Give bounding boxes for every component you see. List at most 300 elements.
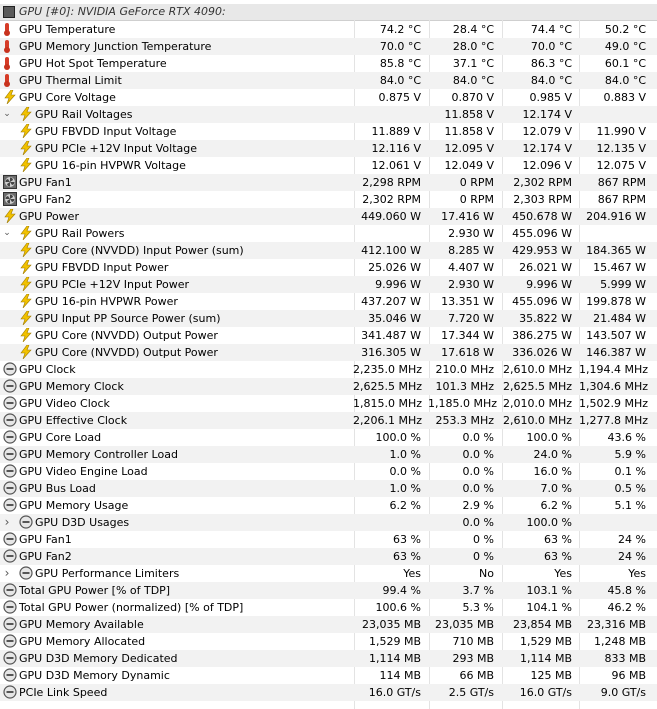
sensor-row[interactable] [0, 174, 657, 191]
sensor-row[interactable] [0, 667, 657, 684]
sensor-name-cell [0, 174, 353, 191]
sensor-name-cell [0, 72, 353, 89]
sensor-name-cell [0, 412, 353, 429]
sensor-label: GPU Thermal Limit [19, 74, 122, 87]
maximum-value: 16.0 % [533, 465, 572, 478]
sensor-row[interactable] [0, 616, 657, 633]
sensor-name-cell [0, 446, 353, 463]
current-value: 1.0 % [389, 448, 421, 461]
average-value: 867 RPM [597, 193, 646, 206]
current-value [353, 225, 421, 242]
minimum-value: 0 RPM [459, 176, 494, 189]
clock-icon [3, 549, 17, 563]
maximum-value: 455.096 W [512, 227, 572, 240]
minimum-value: 101.3 MHz [435, 380, 494, 393]
sensor-row[interactable] [0, 140, 657, 157]
clock-icon [3, 396, 17, 410]
maximum-value: 70.0 °C [530, 40, 572, 53]
maximum-value: 74.4 °C [530, 23, 572, 36]
minimum-value: 12.049 V [444, 159, 494, 172]
clock-icon [3, 464, 17, 478]
sensor-label: GPU Memory Clock [19, 380, 124, 393]
sensor-label: GPU Rail Voltages [35, 108, 133, 121]
sensor-label: GPU Core (NVVDD) Output Power [35, 346, 218, 359]
maximum-value: 1,114 MB [519, 652, 572, 665]
sensor-label: GPU Effective Clock [19, 414, 128, 427]
average-value: 5.999 W [600, 278, 646, 291]
minimum-value: 7.720 W [448, 312, 494, 325]
sensor-name-cell [0, 191, 353, 208]
current-value: 0.875 V [378, 91, 421, 104]
sensor-name-cell [0, 293, 353, 310]
minimum-value: 0 % [473, 533, 494, 546]
sensor-name-cell [0, 259, 353, 276]
minimum-value: 3.7 % [462, 584, 494, 597]
clock-icon [3, 600, 17, 614]
current-value: 84.0 °C [379, 74, 421, 87]
minimum-value: 17.344 W [441, 329, 494, 342]
sensor-row[interactable] [0, 429, 657, 446]
sensor-label: GPU Core (NVVDD) Input Power (sum) [35, 244, 244, 257]
clock-icon [3, 498, 17, 512]
maximum-value: 12.174 V [522, 142, 572, 155]
sensor-label: GPU Core (NVVDD) Output Power [35, 329, 218, 342]
average-value: 0.1 % [614, 465, 646, 478]
sensor-name-cell [0, 55, 353, 72]
clock-icon [3, 583, 17, 597]
sensor-label: GPU Performance Limiters [35, 567, 180, 580]
minimum-value: No [479, 567, 494, 580]
current-value: 341.487 W [361, 329, 421, 342]
sensor-row[interactable] [0, 310, 657, 327]
current-value: 449.060 W [361, 210, 421, 223]
clock-icon [3, 532, 17, 546]
current-value: 35.046 W [368, 312, 421, 325]
lightning-bolt-icon [19, 158, 33, 172]
average-value: Yes [628, 567, 646, 580]
average-value: 23,316 MB [586, 618, 646, 631]
maximum-value: 429.953 W [512, 244, 572, 257]
current-value: 11.889 V [371, 125, 421, 138]
minimum-value: 5.3 % [462, 601, 494, 614]
maximum-value: 2,610.0 MHz [502, 414, 572, 427]
minimum-value: 710 MB [452, 635, 494, 648]
sensor-label: GPU Clock [19, 363, 76, 376]
minimum-value: 0.0 % [462, 431, 494, 444]
sensor-name-cell [0, 327, 353, 344]
current-value [353, 106, 421, 123]
minimum-value: 12.095 V [444, 142, 494, 155]
maximum-value: 1,529 MB [519, 635, 572, 648]
sensor-name-cell [0, 480, 353, 497]
minimum-value: 2.9 % [462, 499, 494, 512]
average-value: 24 % [618, 533, 646, 546]
sensor-row[interactable] [0, 21, 657, 38]
maximum-value: 84.0 °C [530, 74, 572, 87]
maximum-value: 7.0 % [540, 482, 572, 495]
expand-toggle-icon[interactable]: ⌄ [3, 109, 11, 119]
sensor-row[interactable] [0, 446, 657, 463]
clock-icon [3, 651, 17, 665]
maximum-value: 63 % [544, 550, 572, 563]
sensor-row[interactable] [0, 157, 657, 174]
maximum-value: 2,625.5 MHz [502, 380, 572, 393]
sensor-row[interactable] [0, 480, 657, 497]
sensor-name-cell [0, 21, 353, 38]
average-value: 0.883 V [603, 91, 646, 104]
sensor-name-cell [0, 123, 353, 140]
group-title: GPU [#0]: NVIDIA GeForce RTX 4090: [19, 5, 226, 18]
current-value: 12.116 V [371, 142, 421, 155]
current-value: 2,302 RPM [362, 193, 421, 206]
sensor-row[interactable] [0, 293, 657, 310]
fan-icon [3, 175, 17, 189]
sensor-row[interactable] [0, 191, 657, 208]
lightning-bolt-icon [19, 328, 33, 342]
sensor-row[interactable] [0, 361, 657, 378]
maximum-value: 2,303 RPM [513, 193, 572, 206]
current-value: 63 % [393, 550, 421, 563]
current-value [353, 514, 421, 531]
minimum-value: 0 % [473, 550, 494, 563]
average-value: 184.365 W [586, 244, 646, 257]
sensor-row[interactable] [0, 565, 657, 582]
sensor-row[interactable] [0, 599, 657, 616]
average-value: 0.5 % [614, 482, 646, 495]
minimum-value: 8.285 W [448, 244, 494, 257]
sensor-label: GPU Input PP Source Power (sum) [35, 312, 221, 325]
sensor-name-cell [0, 89, 353, 106]
maximum-value: 125 MB [530, 669, 572, 682]
current-value: 1,529 MB [368, 635, 421, 648]
sensor-row[interactable] [0, 208, 657, 225]
average-value: 49.0 °C [604, 40, 646, 53]
current-value: 70.0 °C [379, 40, 421, 53]
sensor-row[interactable] [0, 123, 657, 140]
current-value: 100.6 % [375, 601, 421, 614]
maximum-value: 450.678 W [512, 210, 572, 223]
sensor-name-cell [0, 276, 353, 293]
current-value: 2,206.1 MHz [353, 414, 423, 427]
lightning-bolt-icon [19, 260, 33, 274]
sensor-name-cell [0, 208, 353, 225]
sensor-label: GPU Rail Powers [35, 227, 125, 240]
sensor-label: GPU D3D Memory Dynamic [19, 669, 170, 682]
maximum-value: 455.096 W [512, 295, 572, 308]
lightning-bolt-icon [19, 124, 33, 138]
sensor-name-cell [0, 531, 353, 548]
average-value: 12.075 V [596, 159, 646, 172]
sensor-name-cell [0, 395, 353, 412]
maximum-value: 104.1 % [526, 601, 572, 614]
lightning-bolt-icon [19, 277, 33, 291]
sensor-name-cell [0, 361, 353, 378]
sensor-label: GPU Fan1 [19, 176, 72, 189]
current-value: 2,235.0 MHz [353, 363, 423, 376]
clock-icon [19, 515, 33, 529]
sensor-row[interactable] [0, 72, 657, 89]
maximum-value: 86.3 °C [530, 57, 572, 70]
average-value [579, 514, 646, 531]
clock-icon [3, 685, 17, 699]
sensor-label: GPU Video Engine Load [19, 465, 148, 478]
sensor-label: GPU Memory Available [19, 618, 144, 631]
sensor-label: GPU Core Voltage [19, 91, 116, 104]
minimum-value: 11.858 V [444, 108, 494, 121]
clock-icon [3, 362, 17, 376]
average-value: 45.8 % [607, 584, 646, 597]
current-value: 12.061 V [371, 159, 421, 172]
sensor-label: GPU 16-pin HVPWR Voltage [35, 159, 186, 172]
average-value: 867 RPM [597, 176, 646, 189]
current-value: 0.0 % [389, 465, 421, 478]
current-value: Yes [403, 567, 421, 580]
sensor-row[interactable] [0, 242, 657, 259]
sensor-label: GPU Video Clock [19, 397, 110, 410]
sensor-label: GPU Fan1 [19, 533, 72, 546]
current-value: 100.0 % [375, 431, 421, 444]
minimum-value: 66 MB [459, 669, 494, 682]
current-value: 1,815.0 MHz [353, 397, 423, 410]
minimum-value: 37.1 °C [452, 57, 494, 70]
sensor-label: Total GPU Power [% of TDP] [19, 584, 171, 597]
current-value: 9.996 W [375, 278, 421, 291]
average-value: 1,194.4 MHz [579, 363, 649, 376]
maximum-value: 63 % [544, 533, 572, 546]
current-value: 85.8 °C [379, 57, 421, 70]
sensor-label: GPU Temperature [19, 23, 116, 36]
sensor-row[interactable] [0, 463, 657, 480]
current-value: 99.4 % [382, 584, 421, 597]
sensor-row[interactable] [0, 378, 657, 395]
minimum-value: 84.0 °C [452, 74, 494, 87]
sensor-label: GPU D3D Memory Dedicated [19, 652, 178, 665]
sensor-name-cell [0, 378, 353, 395]
average-value: 5.9 % [614, 448, 646, 461]
sensor-row[interactable] [0, 327, 657, 344]
minimum-value: 13.351 W [441, 295, 494, 308]
clock-icon [3, 634, 17, 648]
thermometer-icon [4, 73, 10, 87]
lightning-bolt-icon [19, 345, 33, 359]
collapse-toggle-icon[interactable]: › [4, 566, 10, 580]
minimum-value: 2.930 W [448, 278, 494, 291]
sensor-label: GPU PCIe +12V Input Voltage [35, 142, 198, 155]
minimum-value: 2.5 GT/s [448, 686, 494, 699]
sensor-name-cell [0, 242, 353, 259]
group-header[interactable] [0, 4, 657, 21]
sensor-name-cell [0, 684, 353, 701]
sensor-name-cell [0, 157, 353, 174]
sensor-label: GPU D3D Usages [35, 516, 130, 529]
thermometer-icon [4, 56, 10, 70]
clock-icon [3, 481, 17, 495]
average-value: 5.1 % [614, 499, 646, 512]
maximum-value: 103.1 % [526, 584, 572, 597]
maximum-value: 2,610.0 MHz [502, 363, 572, 376]
average-value: 96 MB [611, 669, 646, 682]
sensor-label: GPU PCIe +12V Input Power [35, 278, 189, 291]
average-value: 50.2 °C [604, 23, 646, 36]
sensor-row[interactable] [0, 497, 657, 514]
sensor-name-cell [0, 514, 353, 531]
average-value: 46.2 % [607, 601, 646, 614]
sensor-row[interactable] [0, 582, 657, 599]
average-value [579, 225, 646, 242]
sensor-row[interactable] [0, 548, 657, 565]
clock-icon [19, 566, 33, 580]
current-value: 1,114 MB [368, 652, 421, 665]
current-value: 2,298 RPM [362, 176, 421, 189]
average-value: 60.1 °C [604, 57, 646, 70]
current-value: 63 % [393, 533, 421, 546]
sensor-label: GPU Memory Controller Load [19, 448, 178, 461]
minimum-value: 2.930 W [448, 227, 494, 240]
minimum-value: 0.0 % [462, 465, 494, 478]
clock-icon [3, 668, 17, 682]
sensor-label: GPU Fan2 [19, 550, 72, 563]
lightning-bolt-icon [19, 243, 33, 257]
maximum-value: 0.985 V [529, 91, 572, 104]
lightning-bolt-icon [19, 294, 33, 308]
sensor-name-cell [0, 599, 353, 616]
sensor-name-cell [0, 497, 353, 514]
clock-icon [3, 413, 17, 427]
sensor-row[interactable] [0, 259, 657, 276]
minimum-value: 11.858 V [444, 125, 494, 138]
average-value: 1,248 MB [593, 635, 646, 648]
average-value: 15.467 W [593, 261, 646, 274]
minimum-value: 1,185.0 MHz [428, 397, 498, 410]
sensor-row[interactable] [0, 531, 657, 548]
average-value: 1,277.8 MHz [579, 414, 649, 427]
minimum-value: 293 MB [452, 652, 494, 665]
current-value: 316.305 W [361, 346, 421, 359]
sensor-name-cell [0, 463, 353, 480]
sensor-label: GPU Memory Junction Temperature [19, 40, 212, 53]
maximum-value: 24.0 % [533, 448, 572, 461]
maximum-value: Yes [554, 567, 572, 580]
minimum-value: 28.4 °C [452, 23, 494, 36]
maximum-value: 12.096 V [522, 159, 572, 172]
maximum-value: 35.822 W [519, 312, 572, 325]
lightning-bolt-icon [19, 311, 33, 325]
current-value: 412.100 W [361, 244, 421, 257]
sensor-row[interactable] [0, 412, 657, 429]
sensor-name-cell [0, 310, 353, 327]
clock-icon [3, 430, 17, 444]
maximum-value: 336.026 W [512, 346, 572, 359]
sensor-label: GPU 16-pin HVPWR Power [35, 295, 178, 308]
maximum-value: 6.2 % [540, 499, 572, 512]
sensor-row[interactable] [0, 89, 657, 106]
average-value: 84.0 °C [604, 74, 646, 87]
sensor-row[interactable] [0, 633, 657, 650]
lightning-bolt-icon [3, 209, 17, 223]
sensor-row[interactable] [0, 344, 657, 361]
thermometer-icon [4, 39, 10, 53]
sensor-row[interactable] [0, 276, 657, 293]
sensor-label: GPU Core Load [19, 431, 102, 444]
minimum-value: 0.0 % [462, 448, 494, 461]
sensor-label: GPU Bus Load [19, 482, 96, 495]
minimum-value: 0 RPM [459, 193, 494, 206]
current-value: 114 MB [379, 669, 421, 682]
current-value: 25.026 W [368, 261, 421, 274]
sensor-row[interactable] [0, 106, 657, 123]
sensor-row[interactable] [0, 684, 657, 701]
average-value: 1,502.9 MHz [579, 397, 649, 410]
average-value: 9.0 GT/s [600, 686, 646, 699]
sensor-label: GPU Memory Usage [19, 499, 129, 512]
sensor-name-cell [0, 565, 353, 582]
average-value: 21.484 W [593, 312, 646, 325]
sensor-name-cell [0, 582, 353, 599]
sensor-label: GPU Memory Allocated [19, 635, 146, 648]
current-value: 23,035 MB [361, 618, 421, 631]
sensor-row[interactable] [0, 650, 657, 667]
sensor-name-cell [0, 548, 353, 565]
sensor-label: GPU Hot Spot Temperature [19, 57, 167, 70]
fan-icon [3, 192, 17, 206]
sensor-name-cell [0, 633, 353, 650]
maximum-value: 100.0 % [526, 431, 572, 444]
sensor-name-cell [0, 429, 353, 446]
lightning-bolt-icon [19, 141, 33, 155]
sensor-label: GPU Power [19, 210, 79, 223]
average-value: 833 MB [604, 652, 646, 665]
minimum-value: 28.0 °C [452, 40, 494, 53]
average-value: 143.507 W [586, 329, 646, 342]
minimum-value: 0.0 % [462, 516, 494, 529]
sensor-label: GPU Fan2 [19, 193, 72, 206]
sensor-name-cell [0, 225, 353, 242]
maximum-value: 386.275 W [512, 329, 572, 342]
sensor-name-cell [0, 106, 353, 123]
maximum-value: 16.0 GT/s [519, 686, 572, 699]
minimum-value: 23,035 MB [434, 618, 494, 631]
current-value: 2,625.5 MHz [353, 380, 423, 393]
clock-icon [3, 617, 17, 631]
current-value: 437.207 W [361, 295, 421, 308]
lightning-bolt-icon [19, 107, 33, 121]
gpu-chip-icon [3, 6, 15, 18]
average-value: 146.387 W [586, 346, 646, 359]
sensor-label: GPU FBVDD Input Voltage [35, 125, 177, 138]
average-value: 12.135 V [596, 142, 646, 155]
maximum-value: 23,854 MB [512, 618, 572, 631]
collapse-toggle-icon[interactable]: › [4, 515, 10, 529]
sensor-row[interactable] [0, 395, 657, 412]
average-value: 1,304.6 MHz [579, 380, 649, 393]
current-value: 74.2 °C [379, 23, 421, 36]
current-value: 16.0 GT/s [368, 686, 421, 699]
sensor-label: PCIe Link Speed [19, 686, 108, 699]
expand-toggle-icon[interactable]: ⌄ [3, 228, 11, 238]
sensor-row[interactable] [0, 225, 657, 242]
minimum-value: 0.0 % [462, 482, 494, 495]
sensor-name-cell [0, 344, 353, 361]
sensor-row[interactable] [0, 514, 657, 531]
lightning-bolt-icon [3, 90, 17, 104]
maximum-value: 26.021 W [519, 261, 572, 274]
sensor-row[interactable] [0, 55, 657, 72]
sensor-name-cell [0, 667, 353, 684]
maximum-value: 100.0 % [526, 516, 572, 529]
average-value: 24 % [618, 550, 646, 563]
sensor-row[interactable] [0, 38, 657, 55]
average-value [579, 106, 646, 123]
